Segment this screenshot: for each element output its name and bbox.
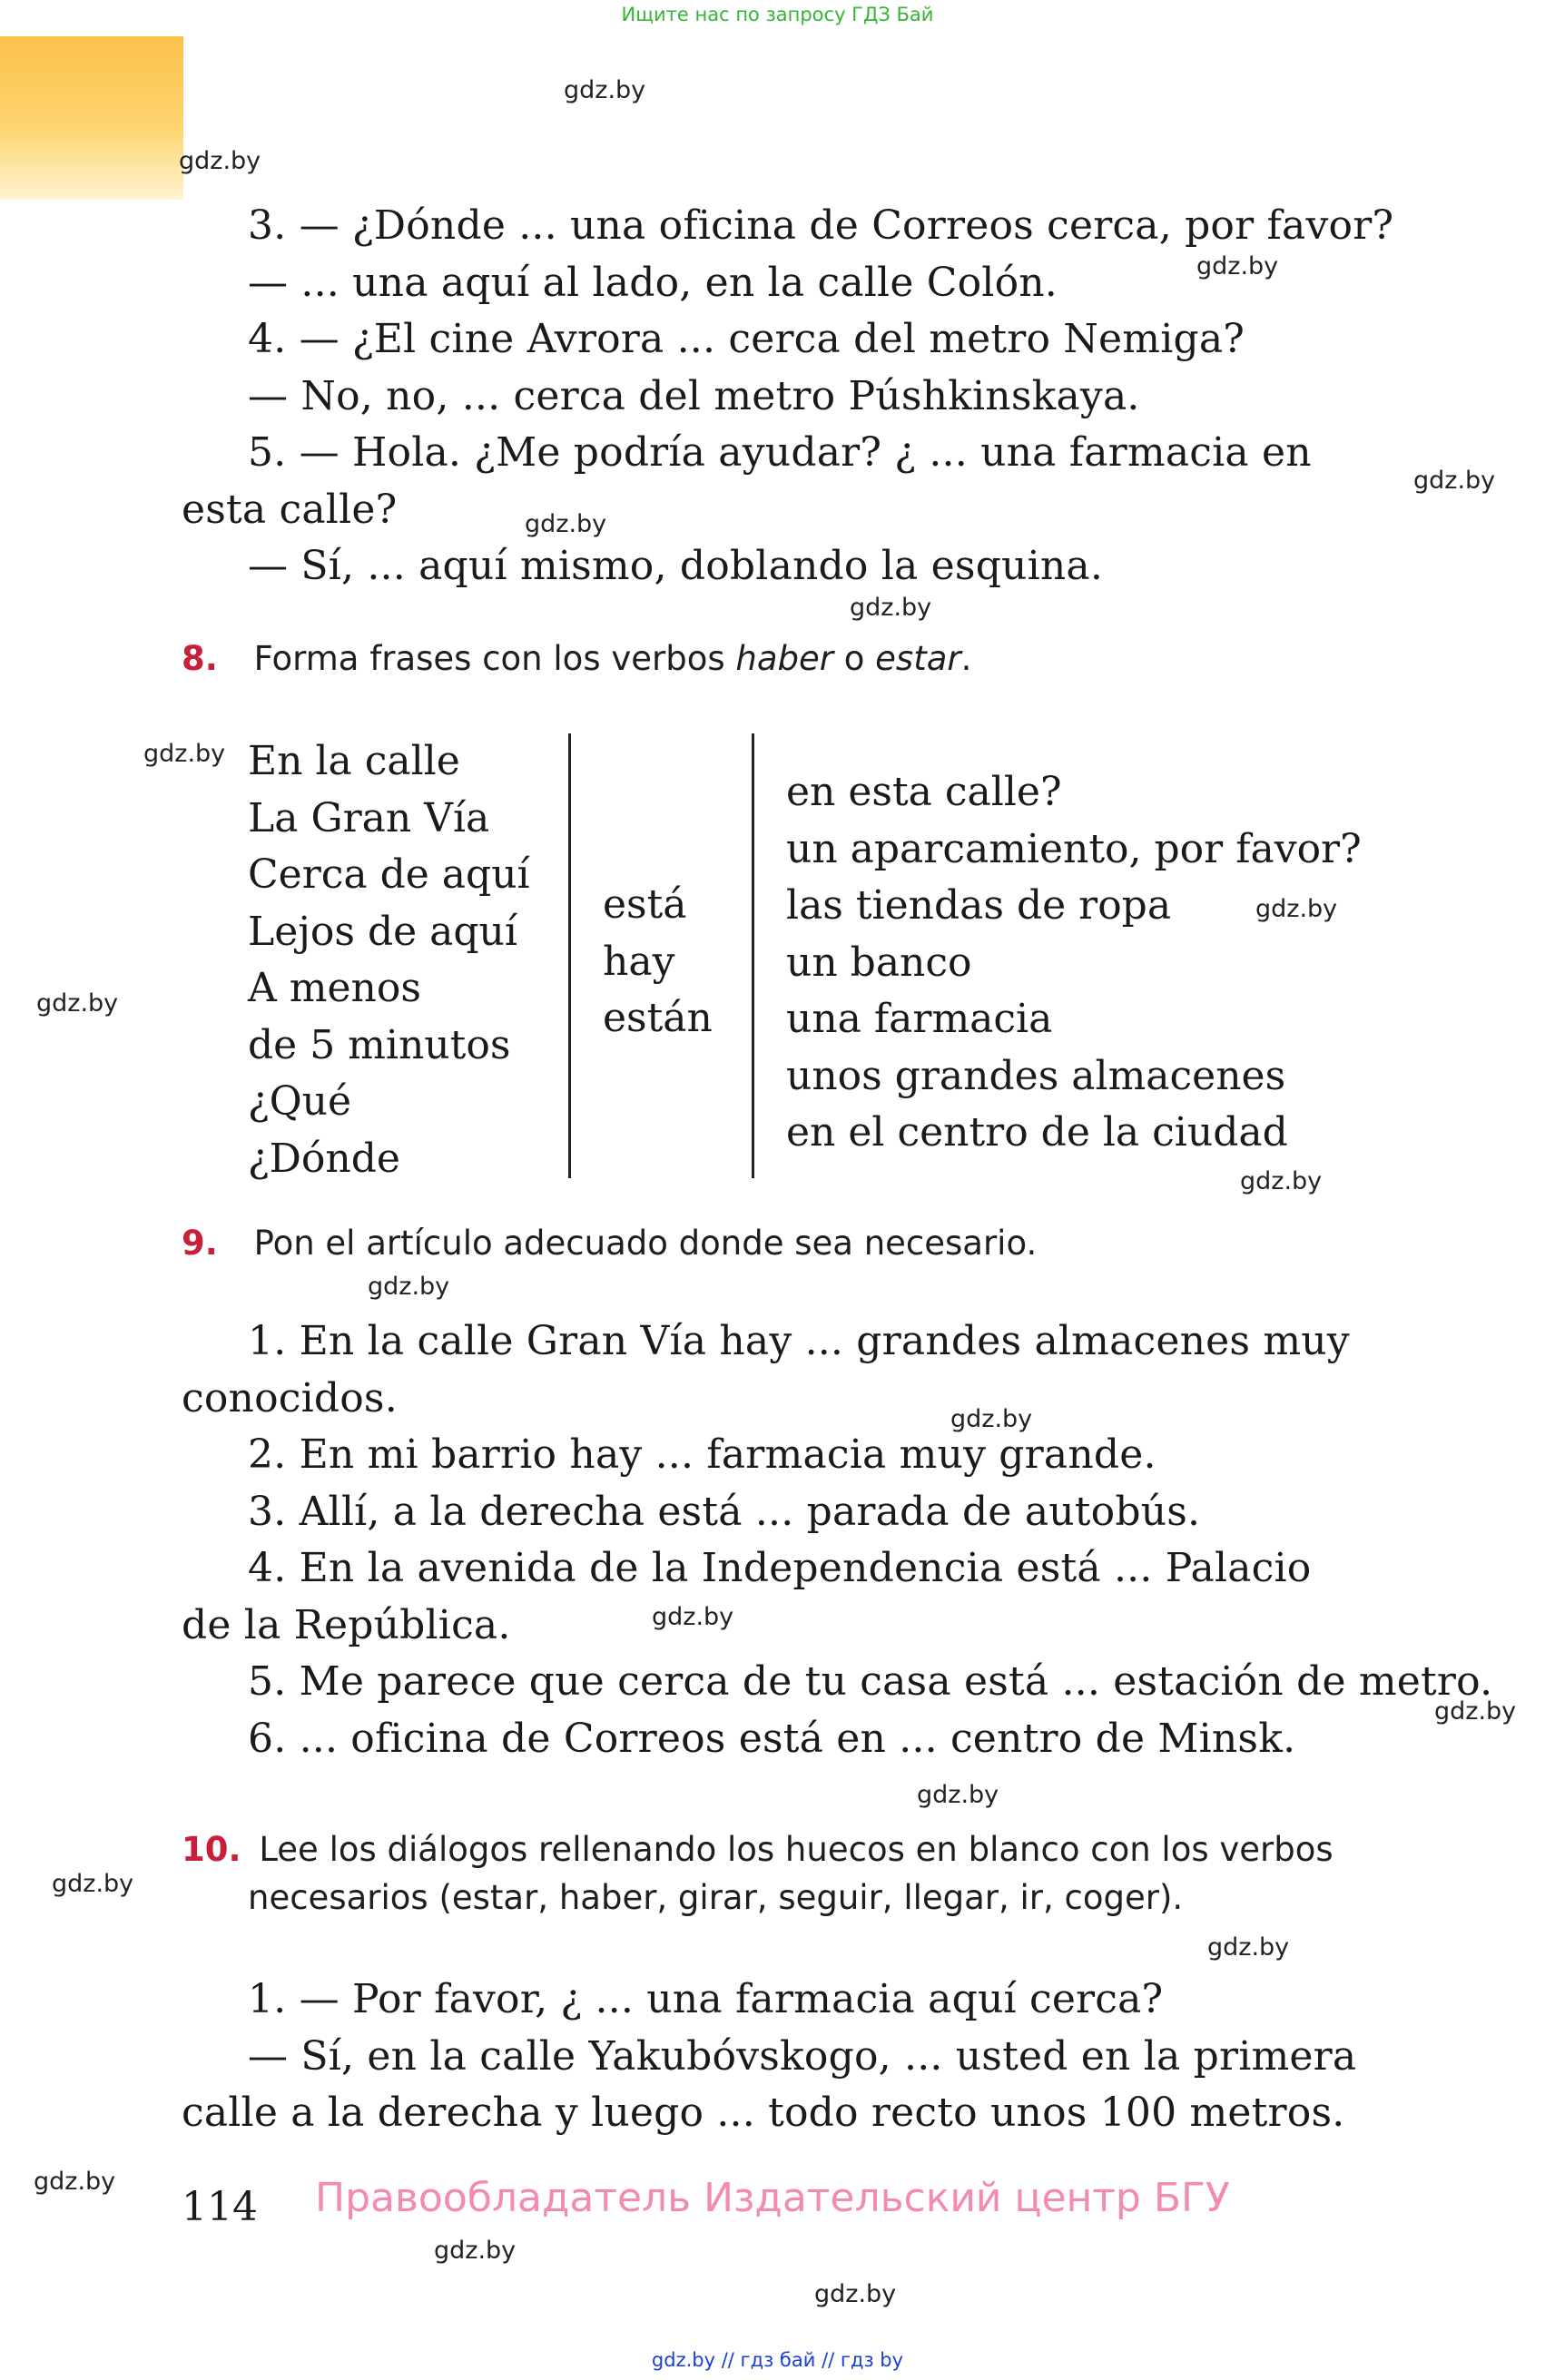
table-cell: una farmacia xyxy=(786,996,1053,1042)
text-line: 4. En la avenida de la Independencia está ... Palacio xyxy=(248,1545,1312,1591)
table-column-subjects xyxy=(248,733,530,1187)
table-cell: de 5 minutos xyxy=(248,1021,511,1068)
text-line: 1. En la calle Gran Vía hay ... grandes almacenes muy xyxy=(248,1318,1350,1364)
watermark[interactable]: gdz.by xyxy=(564,76,646,104)
watermark[interactable]: gdz.by xyxy=(850,594,932,622)
table-column-objects xyxy=(786,764,1362,1162)
table-cell: unos grandes almacenes xyxy=(786,1052,1286,1099)
table-divider xyxy=(752,733,754,1178)
text-line: esta calle? xyxy=(182,487,398,533)
table-cell: un banco xyxy=(786,939,972,986)
table-column-verbs xyxy=(603,877,713,1047)
watermark[interactable]: gdz.by xyxy=(525,510,607,538)
table-cell: en el centro de la ciudad xyxy=(786,1109,1288,1156)
watermark[interactable]: gdz.by xyxy=(36,989,119,1018)
watermark[interactable]: gdz.by xyxy=(1240,1167,1323,1195)
table-cell: las tiendas de ropa xyxy=(786,882,1172,929)
table-cell: A menos xyxy=(248,965,421,1011)
task-10-heading-continued: necesarios (estar, haber, girar, seguir, llegar, ir, coger). xyxy=(248,1878,1184,1917)
text-line: de la República. xyxy=(182,1602,511,1648)
watermark[interactable]: gdz.by xyxy=(1413,467,1496,495)
watermark[interactable]: gdz.by xyxy=(179,147,261,175)
watermark[interactable]: gdz.by xyxy=(1255,895,1338,923)
watermark[interactable]: gdz.by xyxy=(814,2280,897,2308)
text-line: — ... una aquí al lado, en la calle Colón. xyxy=(248,260,1058,306)
table-cell: un aparcamiento, por favor? xyxy=(786,825,1362,872)
table-cell: ¿Dónde xyxy=(248,1135,400,1182)
text-line: 6. ... oficina de Correos está en ... centro de Minsk. xyxy=(248,1716,1296,1762)
table-divider xyxy=(568,733,571,1178)
watermark[interactable]: gdz.by xyxy=(1196,252,1279,280)
rights-holder: Правообладатель Издательский центр БГУ xyxy=(315,2175,1230,2221)
text-line: 4. — ¿El cine Avrora ... cerca del metro Nemiga? xyxy=(248,316,1245,362)
watermark[interactable]: gdz.by xyxy=(143,740,226,768)
watermark[interactable]: gdz.by xyxy=(652,1603,734,1631)
text-line: conocidos. xyxy=(182,1375,398,1421)
table-cell: Cerca de aquí xyxy=(248,851,530,898)
top-banner[interactable]: Ищите нас по запросу ГДЗ Бай xyxy=(621,4,934,25)
text-line: 3. Allí, a la derecha está ... parada de autobús. xyxy=(248,1489,1201,1535)
page-number: 114 xyxy=(182,2184,258,2230)
watermark[interactable]: gdz.by xyxy=(52,1870,134,1898)
text-line: 3. — ¿Dónde ... una oficina de Correos cerca, por favor? xyxy=(248,202,1394,249)
text-line: — No, no, ... cerca del metro Púshkinskaya. xyxy=(248,373,1140,419)
text-line: calle a la derecha y luego ... todo recto unos 100 metros. xyxy=(182,2090,1345,2136)
text-line: 5. Me parece que cerca de tu casa está ... estación de metro. xyxy=(248,1658,1493,1705)
table-cell: En la calle xyxy=(248,738,460,784)
table-cell: hay xyxy=(603,938,675,985)
watermark[interactable]: gdz.by xyxy=(434,2237,517,2265)
watermark[interactable]: gdz.by xyxy=(1207,1933,1290,1962)
table-cell: en esta calle? xyxy=(786,769,1062,815)
table-cell: Lejos de aquí xyxy=(248,908,517,955)
watermark[interactable]: gdz.by xyxy=(368,1273,450,1301)
text-line: 2. En mi barrio hay ... farmacia muy grande. xyxy=(248,1431,1156,1478)
corner-decoration xyxy=(0,36,183,200)
table-cell: La Gran Vía xyxy=(248,794,490,841)
task-number: 9. xyxy=(182,1224,218,1263)
task-8-heading: 8. Forma frases con los verbos haber o estar. xyxy=(182,639,972,678)
watermark[interactable]: gdz.by xyxy=(917,1781,999,1809)
task-number: 8. xyxy=(182,639,218,678)
table-cell: ¿Qué xyxy=(248,1078,352,1125)
table-cell: está xyxy=(603,881,687,928)
text-line: — Sí, en la calle Yakubóvskogo, ... usted en la primera xyxy=(248,2033,1357,2080)
task-10-heading: 10. Lee los diálogos rellenando los huecos en blanco con los verbos xyxy=(182,1830,1334,1869)
text-line: — Sí, ... aquí mismo, doblando la esquina. xyxy=(248,543,1104,589)
watermark[interactable]: gdz.by xyxy=(34,2168,116,2196)
task-9-heading: 9. Pon el artículo adecuado donde sea necesario. xyxy=(182,1224,1038,1263)
watermark[interactable]: gdz.by xyxy=(1434,1697,1517,1726)
footer-links[interactable]: gdz.by // гдз бай // гдз by xyxy=(651,2349,904,2371)
table-cell: están xyxy=(603,995,713,1041)
task-number: 10. xyxy=(182,1830,241,1869)
text-line: 5. — Hola. ¿Me podría ayudar? ¿ ... una farmacia en xyxy=(248,429,1312,476)
text-line: 1. — Por favor, ¿ ... una farmacia aquí cerca? xyxy=(248,1976,1164,2022)
watermark[interactable]: gdz.by xyxy=(950,1405,1033,1433)
